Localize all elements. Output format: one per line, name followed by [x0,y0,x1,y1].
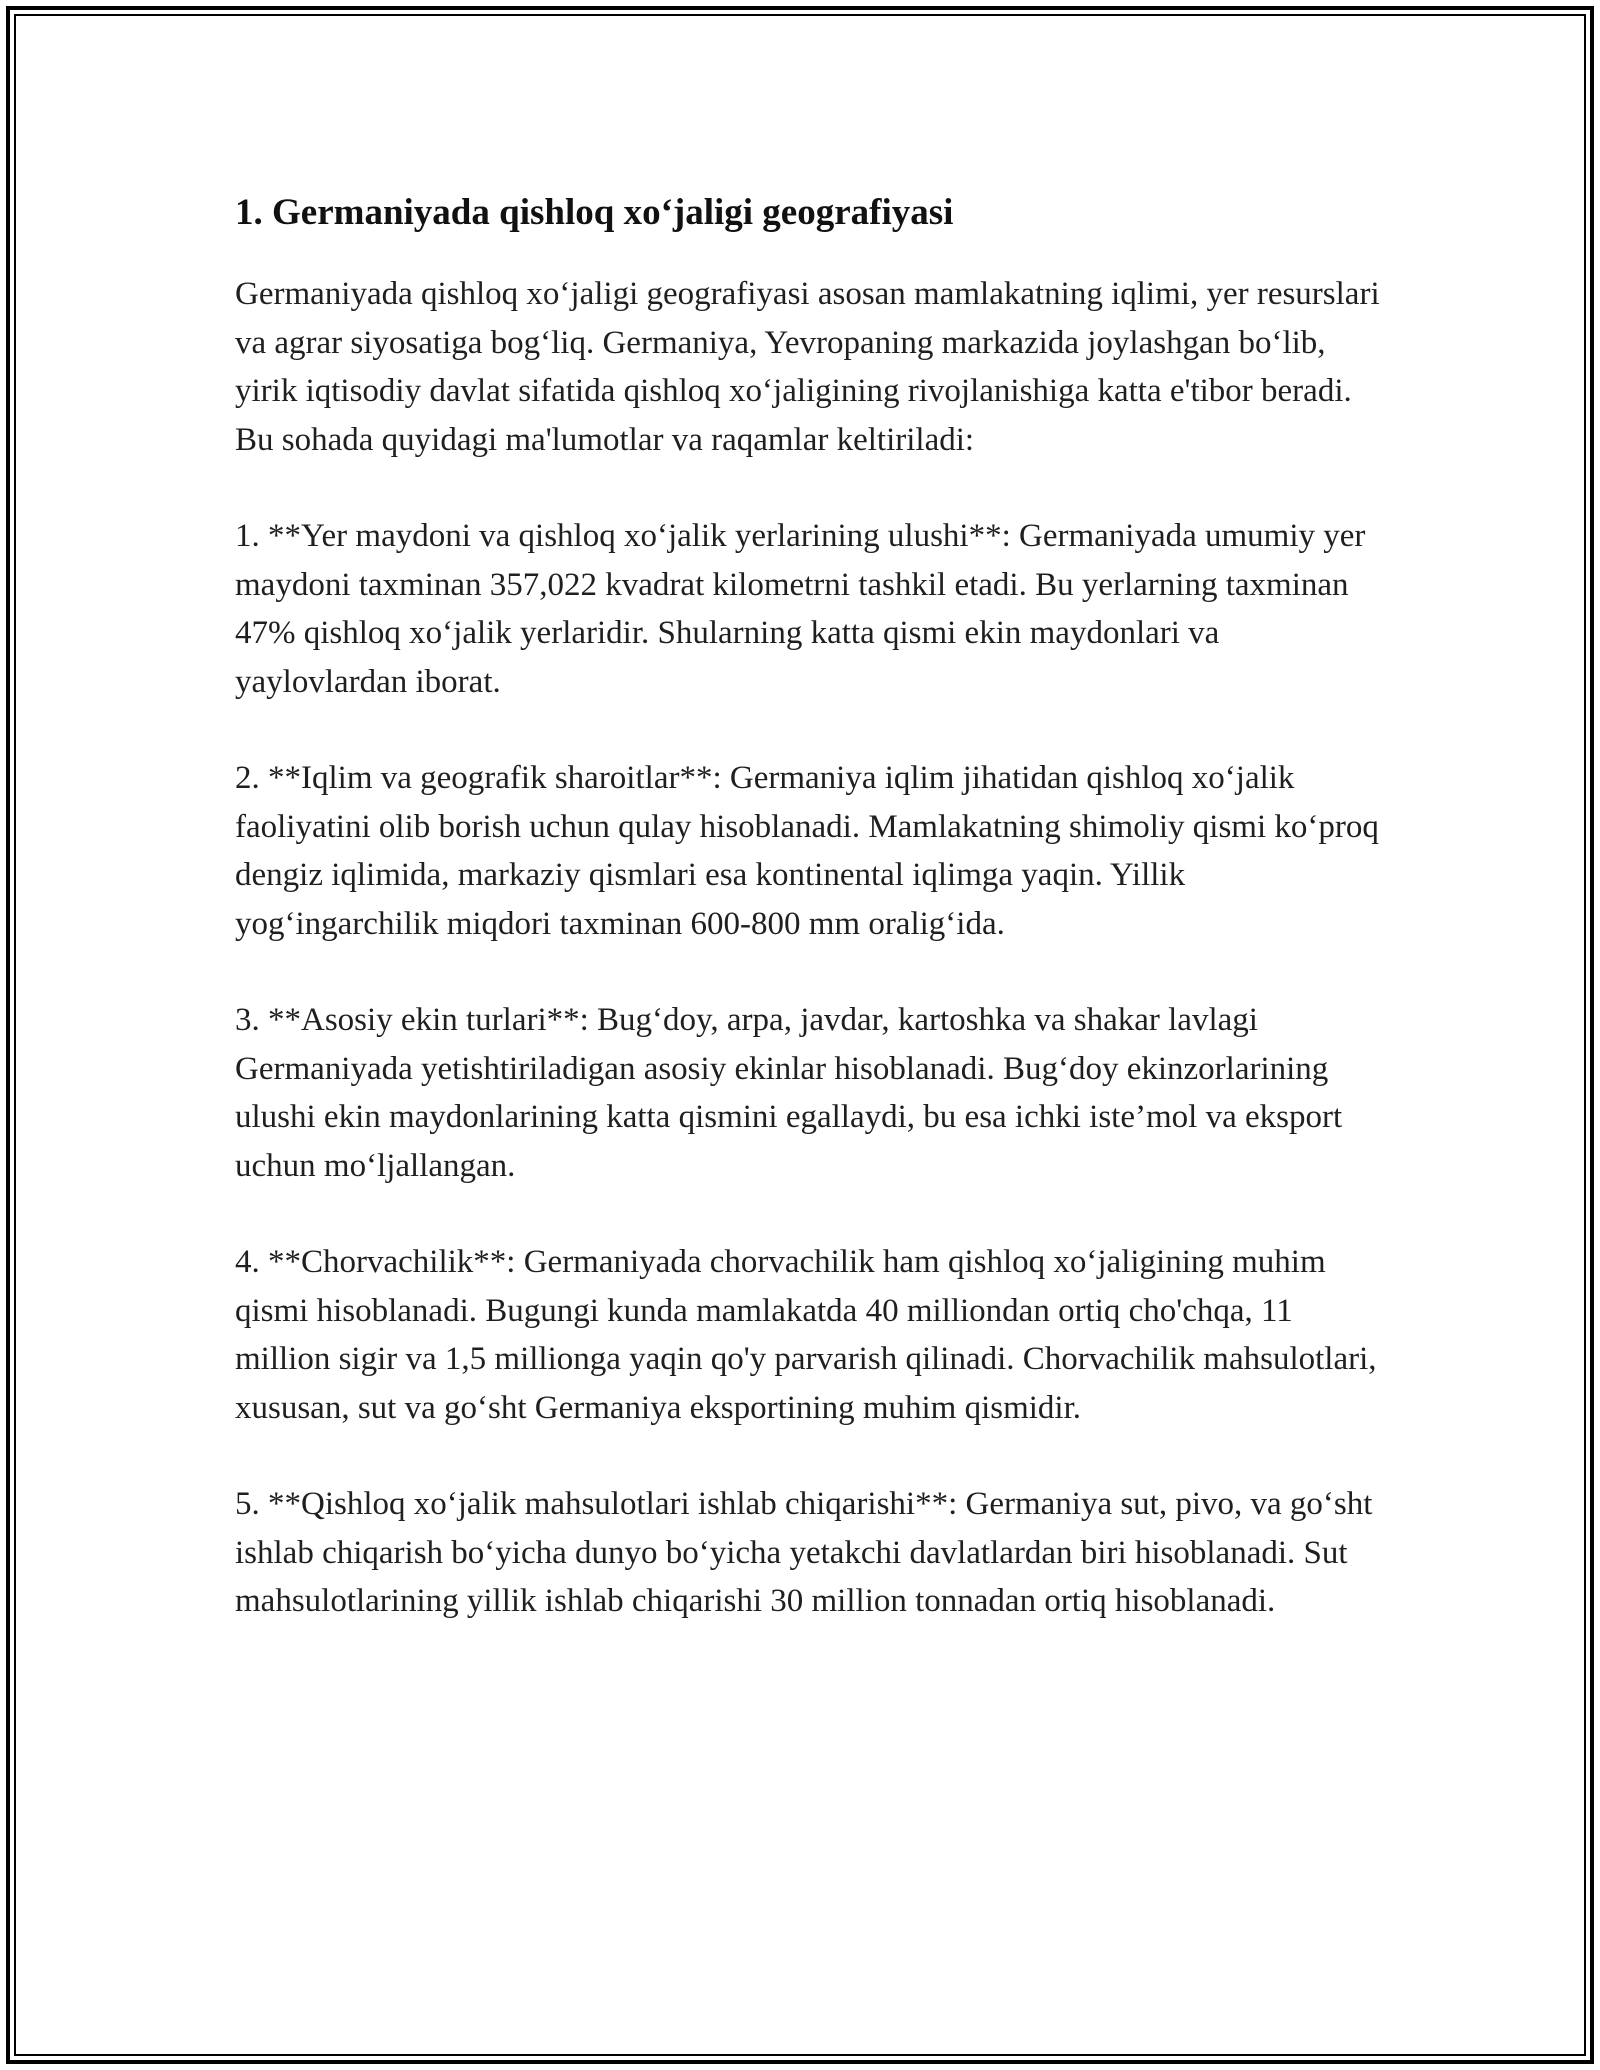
paragraph-crops: 3. **Asosiy ekin turlari**: Bug‘doy, arpa, javdar, kartoshka va shakar lavlagi Germaniyada yetishtiriladigan asosiy ekinlar hisoblanadi. Bug‘doy ekinzorlarining ulushi ekin maydonlarining katta qismini egallaydi, bu esa ichki iste’mol va eksport uchun mo‘ljallangan. [235,1002,1343,1184]
document-body [235,186,1385,1674]
intro-paragraph: Germaniyada qishloq xo‘jaligi geografiyasi asosan mamlakatning iqlimi, yer resurslari va agrar siyosatiga bog‘liq. Germaniya, Yevropaning markazida joylashgan bo‘lib, yirik iqtisodiy davlat sifatida qishloq xo‘jaligining rivojlanishiga katta e'tibor beradi. Bu sohada quyidagi ma'lumotlar va raqamlar keltiriladi: [235,276,1380,458]
paragraph-climate: 2. **Iqlim va geografik sharoitlar**: Germaniya iqlim jihatidan qishloq xo‘jalik faoliyatini olib borish uchun qulay hisoblanadi. Mamlakatning shimoliy qismi ko‘proq dengiz iqlimida, markaziy qismlari esa kontinental iqlimga yaqin. Yillik yog‘ingarchilik miqdori taxminan 600-800 mm oralig‘ida. [235,760,1379,942]
paragraph-production: 5. **Qishloq xo‘jalik mahsulotlari ishlab chiqarishi**: Germaniya sut, pivo, va go‘sht ishlab chiqarish bo‘yicha dunyo bo‘yicha yetakchi davlatlardan biri hisoblanadi. Sut mahsulotlarining yillik ishlab chiqarishi 30 million tonnadan ortiq hisoblanadi. [235,1486,1373,1619]
paragraph-land-area: 1. **Yer maydoni va qishloq xo‘jalik yerlarining ulushi**: Germaniyada umumiy yer maydoni taxminan 357,022 kvadrat kilometrni tashkil etadi. Bu yerlarning taxminan 47% qishloq xo‘jalik yerlaridir. Shularning katta qismi ekin maydonlari va yaylovlardan iborat. [235,518,1366,700]
paragraph-livestock: 4. **Chorvachilik**: Germaniyada chorvachilik ham qishloq xo‘jaligining muhim qismi hisoblanadi. Bugungi kunda mamlakatda 40 milliondan ortiq cho'chqa, 11 million sigir va 1,5 millionga yaqin qo'y parvarish qilinadi. Chorvachilik mahsulotlari, xususan, sut va go‘sht Germaniya eksportining muhim qismidir. [235,1244,1377,1426]
document-title: 1. Germaniyada qishloq xo‘jaligi geografiyasi [235,192,954,233]
